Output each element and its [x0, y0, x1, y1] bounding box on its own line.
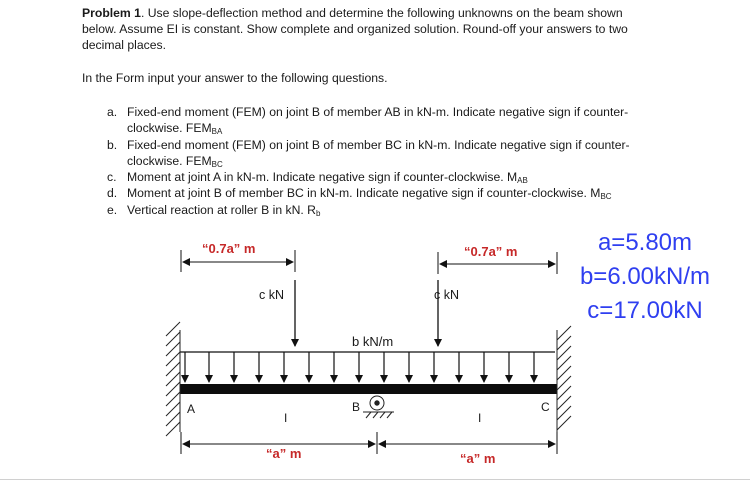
question-a-letter: a.: [107, 105, 118, 119]
roller-support-b: [363, 396, 394, 418]
question-d-letter: d.: [107, 186, 118, 200]
dim-bottom-right-label: “a” m: [460, 451, 496, 466]
question-a-cont: clockwise. FEM: [127, 121, 212, 135]
beam: [180, 384, 557, 394]
question-b-text: Fixed-end moment (FEM) on joint B of member BC in kN-m. Indicate negative sign if counter-: [127, 138, 630, 152]
param-c: c=17.00kN: [587, 297, 703, 324]
question-d-sub: BC: [600, 192, 612, 201]
dimension-bottom: [181, 432, 557, 454]
question-c-main: Moment at joint A in kN-m. Indicate negative sign if counter-clockwise. M: [127, 170, 518, 184]
instruction: In the Form input your answer to the following questions.: [82, 71, 388, 85]
question-c-letter: c.: [107, 170, 117, 184]
question-e-main: Vertical reaction at roller B in kN. R: [127, 203, 316, 217]
question-b-sub: BC: [211, 160, 223, 169]
problem-label: Problem 1: [82, 6, 141, 20]
dim-bottom-left-label: “a” m: [266, 446, 302, 461]
inertia-right-label: I: [478, 411, 482, 425]
question-b-cont: clockwise. FEM: [127, 154, 212, 168]
bottom-divider: [0, 479, 750, 480]
problem-line-2: below. Assume EI is constant. Show complete and organized solution. Round-off your answers to two: [82, 22, 628, 36]
support-a-label: A: [187, 402, 196, 416]
given-parameters: [550, 226, 740, 328]
question-e-sub: b: [315, 209, 321, 218]
question-c-sub: AB: [517, 176, 528, 185]
question-b-letter: b.: [107, 138, 118, 152]
udl-arrows: [185, 352, 534, 382]
udl-label: b kN/m: [352, 334, 394, 349]
support-c-label: C: [541, 400, 550, 414]
fixed-support-a: [166, 322, 180, 436]
question-a-sub: BA: [211, 127, 223, 136]
fixed-support-c: [557, 326, 571, 432]
question-e-letter: e.: [107, 203, 118, 217]
inertia-left-label: I: [284, 411, 288, 425]
point-load-right-label: c kN: [434, 288, 459, 302]
point-load-left-label: c kN: [259, 288, 284, 302]
param-a: a=5.80m: [597, 229, 693, 256]
problem-text-1: . Use slope-deflection method and determine the following unknowns on the beam shown: [140, 6, 623, 20]
question-d-main: Moment at joint B of member BC in kN-m. Indicate negative sign if counter-clockwise. M: [127, 186, 601, 200]
dim-top-right-label: “0.7a” m: [464, 244, 518, 259]
problem-line-3: decimal places.: [82, 38, 166, 52]
param-b: b=6.00kN/m: [579, 263, 711, 290]
question-a-text: Fixed-end moment (FEM) on joint B of member AB in kN-m. Indicate negative sign if counter-: [127, 105, 629, 119]
dim-top-left-label: “0.7a” m: [202, 241, 256, 256]
support-b-label: B: [352, 400, 361, 414]
